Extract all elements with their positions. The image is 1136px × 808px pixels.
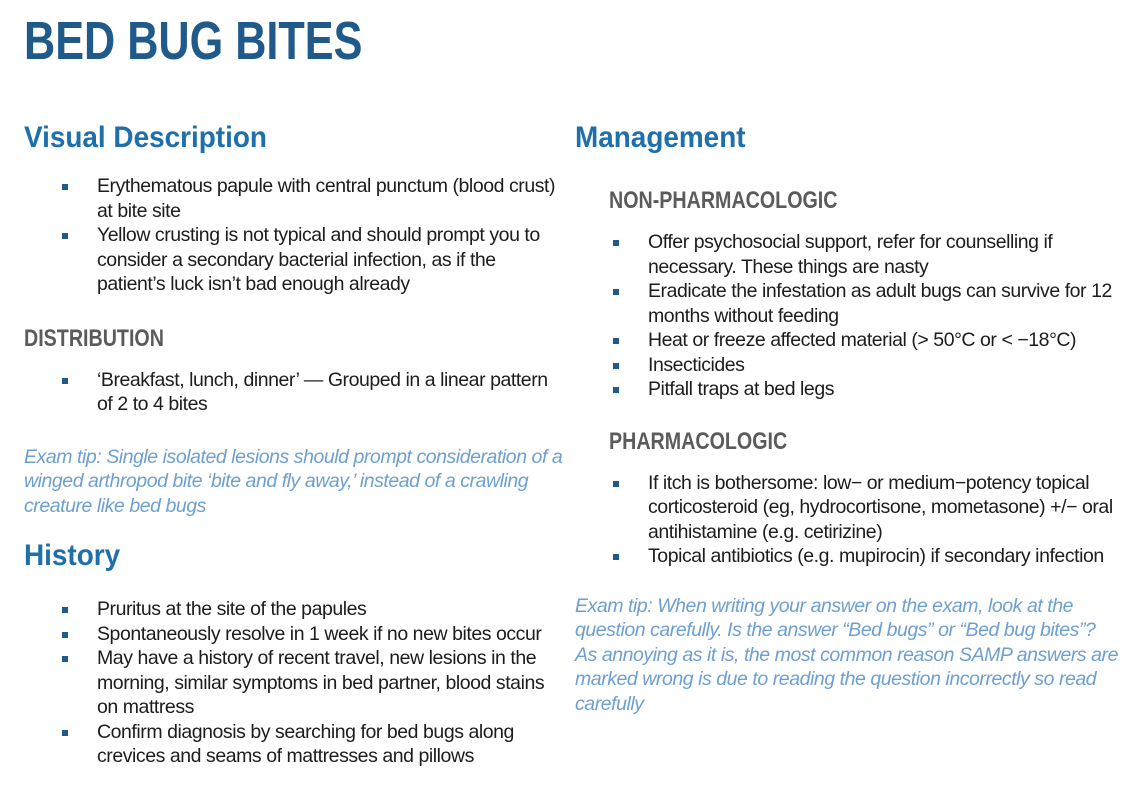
non-pharmacologic-heading: NON-PHARMACOLOGIC — [609, 187, 838, 214]
list-item: ‘Breakfast, lunch, dinner’ — Grouped in a linear pattern of 2 to 4 bites — [24, 368, 564, 417]
list-item: If itch is bothersome: low− or medium−potency topical corticosteroid (eg, hydrocortisone, mometasone) +/− oral antihistamine (e.g. cetirizine) — [575, 471, 1120, 545]
list-item: Spontaneously resolve in 1 week if no new bites occur — [24, 622, 564, 647]
history-heading: History — [24, 539, 121, 572]
left-column — [24, 118, 564, 769]
list-item: Topical antibiotics (e.g. mupirocin) if secondary infection — [575, 544, 1120, 569]
page-title: BED BUG BITES — [24, 11, 363, 71]
distribution-list — [24, 368, 564, 417]
non-pharmacologic-list — [575, 230, 1120, 402]
visual-description-heading: Visual Description — [24, 121, 267, 154]
list-item: Insecticides — [575, 353, 1120, 378]
visual-description-section — [24, 118, 564, 297]
pharmacologic-list — [575, 471, 1120, 569]
exam-tip: Exam tip: When writing your answer on the exam, look at the question carefully. Is the answer “Bed bugs” or “Bed bug bites”? As annoying as it is, the most common reason SAMP answers are marked wrong is due to reading the question incorrectly so read carefully — [575, 594, 1118, 715]
list-item: Confirm diagnosis by searching for bed bugs along crevices and seams of mattresses and pillows — [24, 720, 564, 769]
distribution-heading: DISTRIBUTION — [24, 324, 164, 352]
management-heading: Management — [575, 121, 746, 154]
right-column — [575, 118, 1120, 716]
exam-tip: Exam tip: Single isolated lesions should prompt consideration of a winged arthropod bite ‘bite and fly away,’ instead of a crawling creature like bed bugs — [24, 445, 563, 517]
list-item: Yellow crusting is not typical and should prompt you to consider a secondary bacterial infection, as if the patient’s luck isn’t bad enough already — [24, 223, 564, 297]
list-item: Eradicate the infestation as adult bugs can survive for 12 months without feeding — [575, 279, 1120, 328]
pharmacologic-heading: PHARMACOLOGIC — [609, 427, 788, 455]
history-section — [24, 536, 564, 769]
management-section — [575, 118, 1120, 569]
list-item: Offer psychosocial support, refer for counselling if necessary. These things are nasty — [575, 230, 1120, 279]
list-item: Erythematous papule with central punctum (blood crust) at bite site — [24, 174, 564, 223]
list-item: Heat or freeze affected material (> 50°C or < −18°C) — [575, 328, 1120, 353]
visual-description-list — [24, 174, 564, 297]
list-item: May have a history of recent travel, new lesions in the morning, similar symptoms in bed partner, blood stains on mattress — [24, 646, 564, 720]
distribution-section — [24, 324, 564, 417]
list-item: Pitfall traps at bed legs — [575, 377, 1120, 402]
list-item: Pruritus at the site of the papules — [24, 597, 564, 622]
history-list — [24, 597, 564, 769]
